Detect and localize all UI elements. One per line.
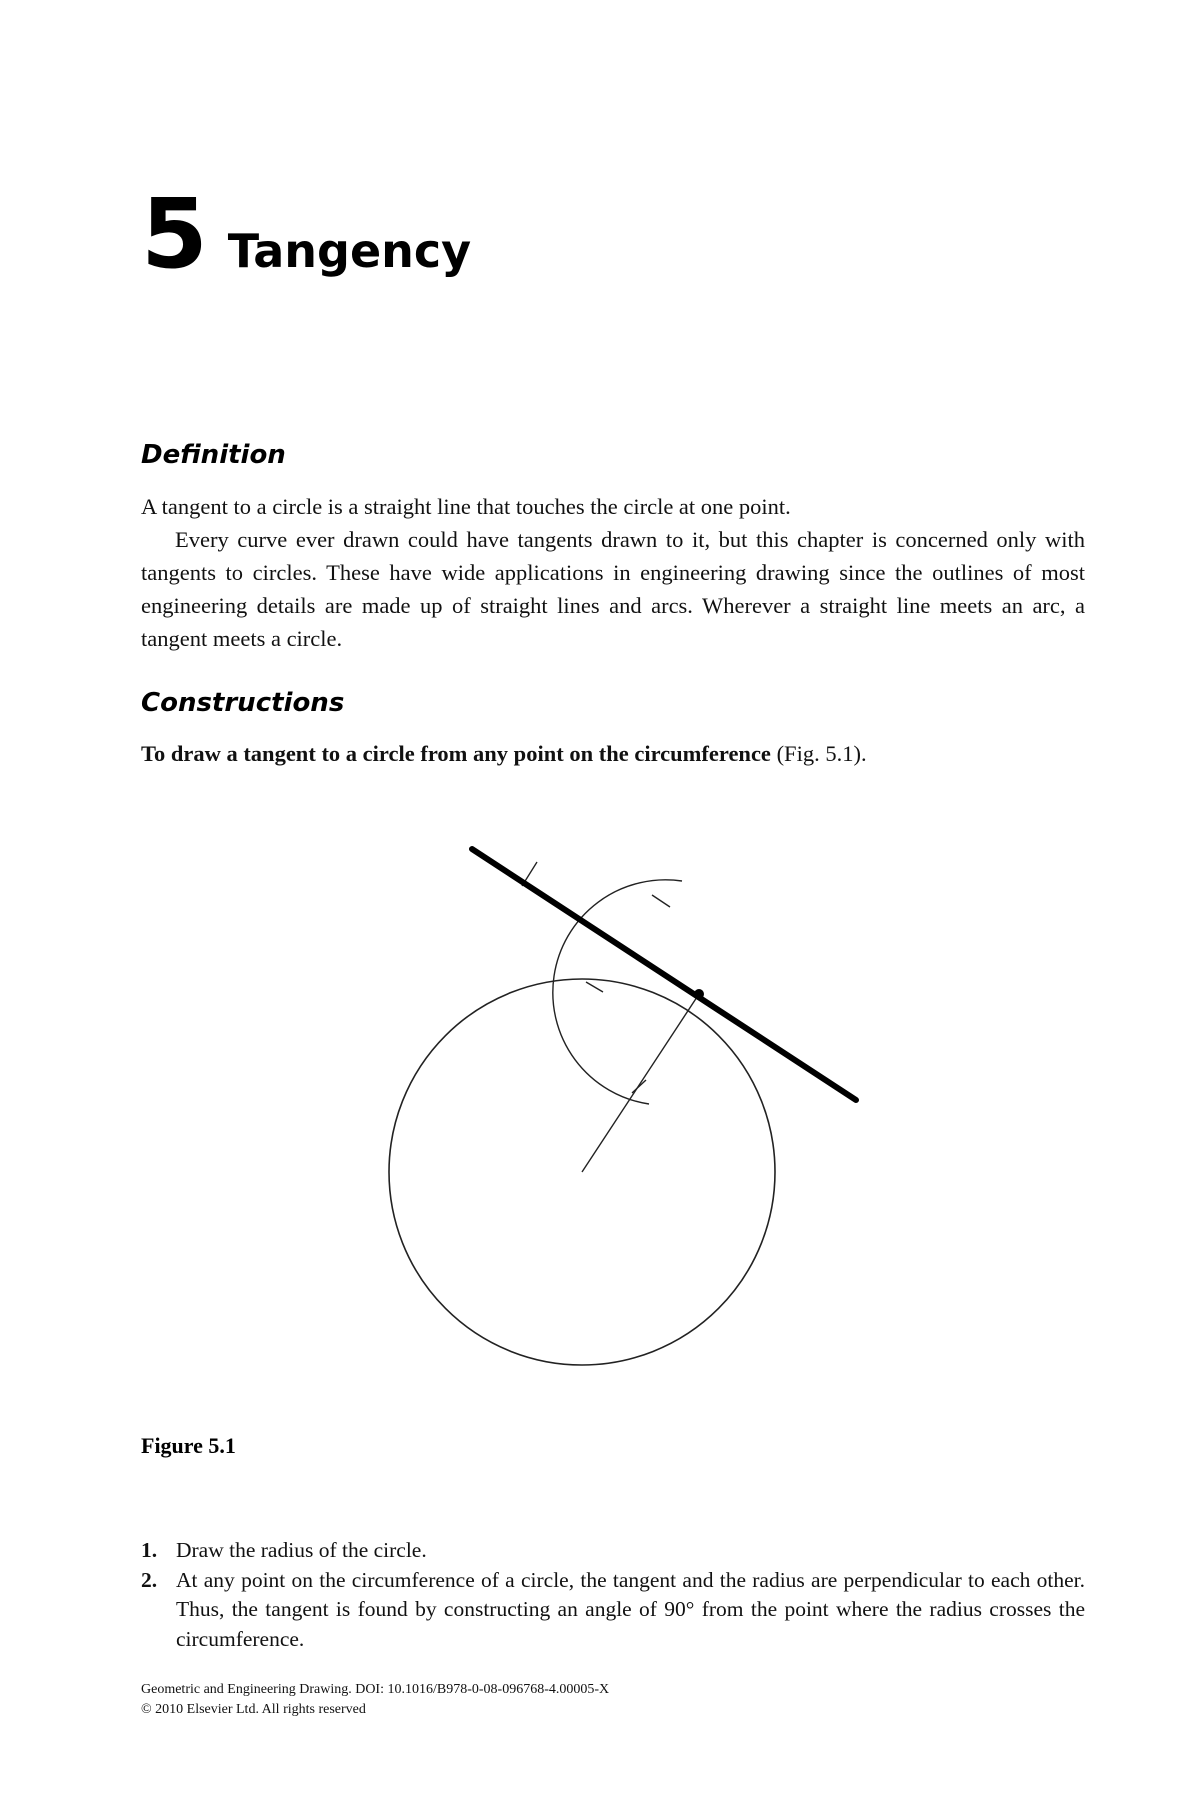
- constructions-heading: Constructions: [141, 688, 345, 718]
- radius-line: [582, 994, 699, 1172]
- definition-paragraph-2: Every curve ever drawn could have tangents drawn to it, but this chapter is concerned only with tangents to circles. These have wide applications in engineering drawing since the outlines of most engineering details are made up of straight lines and arcs. Wherever a straight line meets an arc, a tangent meets a circle.: [141, 527, 1085, 651]
- chapter-number: 5: [141, 178, 206, 290]
- definition-paragraph-1: A tangent to a circle is a straight line that touches the circle at one point.: [141, 494, 791, 519]
- doi-line: Geometric and Engineering Drawing. DOI: 10.1016/B978-0-08-096768-4.00005-X: [141, 1682, 610, 1697]
- figure-caption: Figure 5.1: [141, 1433, 236, 1458]
- copyright-footer: [141, 1680, 609, 1720]
- construction-steps: [141, 1536, 1085, 1654]
- tangent-point: [694, 989, 704, 999]
- arc-tick-upper: [652, 895, 670, 907]
- construction-lead-bold: To draw a tangent to a circle from any point on the circumference: [141, 741, 771, 766]
- step-item: [141, 1536, 1085, 1566]
- step-text: At any point on the circumference of a circle, the tangent and the radius are perpendicular to each other. Thus, the tangent is found by constructing an angle of 90° from the point where the radius crosses the circumference.: [176, 1567, 1085, 1651]
- step-number: 1.: [141, 1538, 158, 1562]
- figure-reference: (Fig. 5.1).: [770, 741, 867, 766]
- step-text: Draw the radius of the circle.: [176, 1538, 427, 1562]
- tangent-line: [472, 849, 856, 1100]
- figure-5-1-tangent-construction: [340, 830, 880, 1420]
- definition-heading: Definition: [141, 440, 286, 470]
- step-number: 2.: [141, 1567, 158, 1592]
- arc-tick-left: [586, 982, 603, 992]
- tangent-construction-diagram: [340, 830, 880, 1420]
- copyright-line: © 2010 Elsevier Ltd. All rights reserved: [141, 1702, 366, 1717]
- arc-tick-lower: [632, 1080, 646, 1093]
- chapter-title: Tangency: [227, 224, 472, 278]
- chapter-heading: [141, 178, 472, 290]
- step-item: [141, 1566, 1085, 1655]
- definition-body: [141, 490, 1085, 655]
- construction-lead: [141, 737, 1085, 770]
